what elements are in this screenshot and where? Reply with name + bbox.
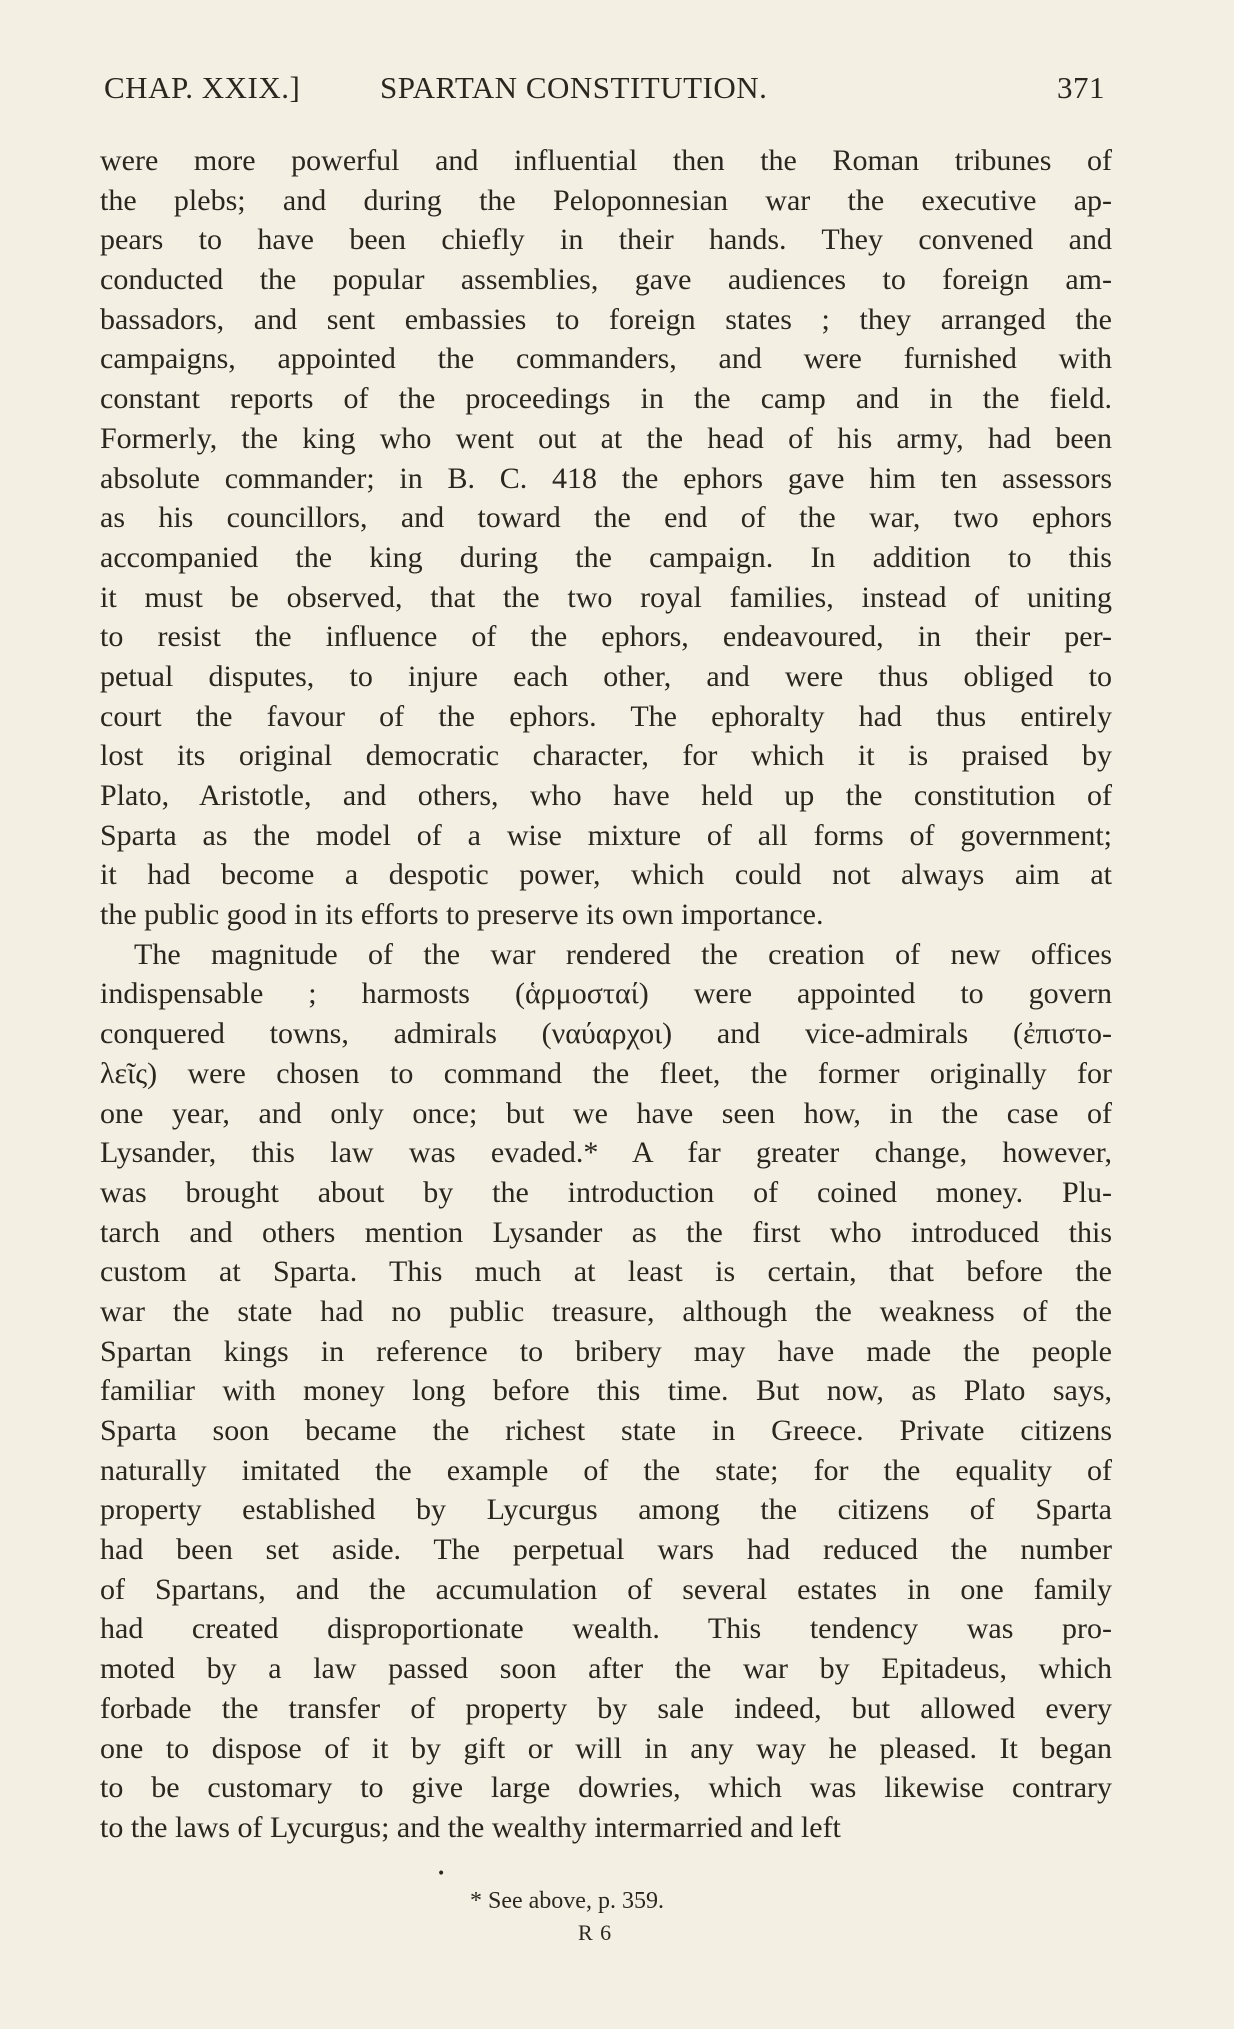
text-line: the plebs; and during the Peloponnesian war the executive ap- [100,183,1112,217]
text-line: court the favour of the ephors. The ephoralty had thus entirely [100,699,1112,733]
text-line: indispensable ; harmosts (ἁρμοσταί) were appointed to govern [100,977,1112,1011]
text-line: lost its original democratic character, for which it is praised by [100,739,1112,773]
text-line: familiar with money long before this time. But now, as Plato says, [100,1374,1112,1408]
text-line: campaigns, appointed the commanders, and were furnished with [100,342,1112,376]
text-line: accompanied the king during the campaign. In addition to this [100,540,1112,574]
text-line: forbade the transfer of property by sale indeed, but allowed every [100,1691,1112,1725]
text-line: Plato, Aristotle, and others, who have held up the constitution of [100,779,1112,812]
text-line: it must be observed, that the two royal families, instead of uniting [100,580,1112,614]
text-line: The magnitude of the war rendered the creation of new offices [134,937,1112,971]
text-line: property established by Lycurgus among the citizens of Sparta [100,1493,1112,1527]
printer-signature: R 6 [578,1920,613,1945]
text-line: moted by a law passed soon after the war by Epitadeus, which [100,1652,1112,1686]
text-line: Formerly, the king who went out at the head of his army, had been [100,421,1112,455]
text-line: had been set aside. The perpetual wars had reduced the number [100,1533,1112,1567]
text-line: pears to have been chiefly in their hands. They convened and [100,223,1112,257]
text-line: as his councillors, and toward the end of the war, two ephors [100,501,1112,535]
text-line: constant reports of the proceedings in the camp and in the field. [100,382,1112,416]
text-line: Spartan kings in reference to bribery may have made the people [100,1334,1112,1368]
running-header [100,70,1105,120]
text-line: absolute commander; in B. C. 418 the ephors gave him ten assessors [100,461,1112,495]
text-line: one year, and only once; but we have seen how, in the case of [100,1096,1112,1130]
text-line: war the state had no public treasure, although the weakness of the [100,1294,1112,1328]
text-line: it had become a despotic power, which could not always aim at [100,858,1112,892]
footnote: * See above, p. 359. [470,1888,664,1914]
body-text [100,141,1112,1848]
text-line: Sparta soon became the richest state in Greece. Private citizens [100,1414,1112,1447]
text-line: to the laws of Lycurgus; and the wealthy intermarried and left [100,1810,841,1844]
text-line: Sparta as the model of a wise mixture of all forms of government; [100,818,1112,852]
text-line: bassadors, and sent embassies to foreign states ; they arranged the [100,302,1112,336]
text-line: tarch and others mention Lysander as the first who introduced this [100,1215,1112,1249]
text-line: one to dispose of it by gift or will in any way he pleased. It began [100,1731,1112,1765]
text-line: of Spartans, and the accumulation of several estates in one family [100,1572,1112,1606]
text-line: naturally imitated the example of the state; for the equality of [100,1453,1112,1487]
page-number: 371 [1057,70,1105,105]
chapter-label: CHAP. XXIX.] [104,70,301,105]
text-line: was brought about by the introduction of coined money. Plu- [100,1175,1112,1209]
text-line: λεῖς) were chosen to command the fleet, the former originally for [100,1056,1112,1090]
footnote-bullet: • [437,1866,446,1882]
text-line: to be customary to give large dowries, which was likewise contrary [100,1771,1112,1805]
running-title: SPARTAN CONSTITUTION. [380,70,768,105]
text-line: conducted the popular assemblies, gave audiences to foreign am- [100,263,1112,297]
text-line: had created disproportionate wealth. This tendency was pro- [100,1612,1112,1646]
text-line: Lysander, this law was evaded.* A far greater change, however, [100,1136,1112,1170]
text-line: conquered towns, admirals (ναύαρχοι) and vice-admirals (ἐπιστο- [100,1017,1112,1051]
text-line: were more powerful and influential then the Roman tribunes of [100,144,1112,177]
text-line: custom at Sparta. This much at least is certain, that before the [100,1255,1112,1289]
text-line: to resist the influence of the ephors, endeavoured, in their per- [100,620,1112,654]
text-line: petual disputes, to injure each other, and were thus obliged to [100,659,1112,693]
text-line: the public good in its efforts to preserve its own importance. [100,898,824,932]
